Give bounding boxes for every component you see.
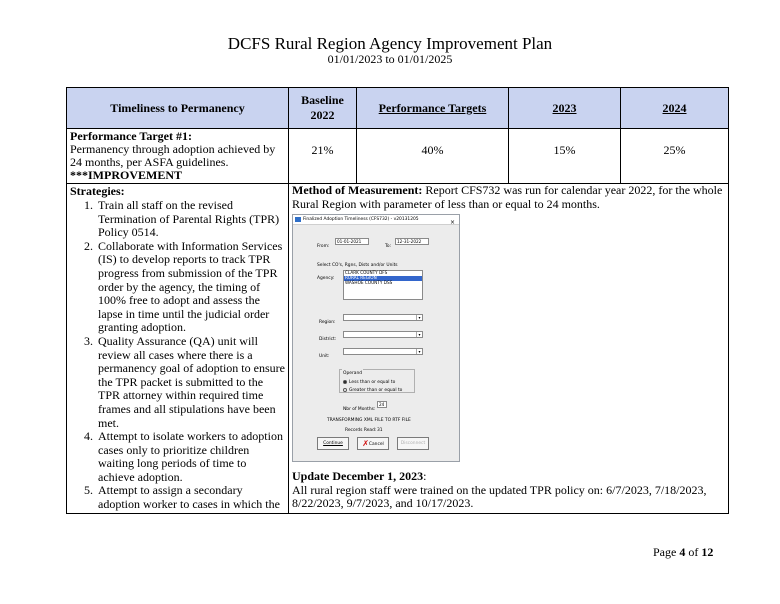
- disabled-button: Disconnect: [397, 437, 429, 450]
- table-header-row: [67, 88, 729, 129]
- strategies-cell: [67, 184, 289, 514]
- measurement-text: Method of Measurement: Report CFS732 was run for calendar year 2022, for the whole Rural Region with parameter of less than or equal to 24 months.: [292, 183, 723, 211]
- select-units-label: Select CO's, Rgns, Dists and/or Units: [317, 263, 398, 269]
- list-item-selected[interactable]: RURAL REGION: [344, 276, 422, 281]
- strategy-item: 1. Train all staff on the revised Termination of Parental Rights (TPR) Policy 0514.: [96, 199, 285, 240]
- strategy-item: 2. Collaborate with Information Services (IS) to develop reports to track TPR progress from submission of the TPR order by the agency, the timing of 100% free to adopt and assess the lapse in time until the judicial order granting adoption.: [96, 240, 285, 335]
- operand-gte-radio[interactable]: Greater than or equal to: [343, 384, 402, 398]
- records-read-value: 31: [377, 428, 383, 434]
- performance-target-description: Permanency through adoption achieved by 24 months, per ASFA guidelines.: [70, 142, 276, 169]
- status-text: TRANSFORMING XML FILE TO RTF FILE: [327, 418, 411, 424]
- measurement-cell: [289, 184, 729, 514]
- unit-label: Unit:: [319, 354, 330, 360]
- operand-label: Operand: [342, 367, 363, 381]
- document-date-range: 01/01/2023 to 01/01/2025: [327, 52, 453, 66]
- update-text: All rural region staff were trained on the updated TPR policy on: 6/7/2023, 7/18/2023, 8/22/2023, 9/7/2023, and 10/17/2023.: [292, 482, 707, 511]
- list-item[interactable]: CLARK COUNTY DFS: [345, 270, 388, 276]
- header-baseline: Baseline 2022: [289, 88, 357, 129]
- chevron-down-icon: ▾: [416, 332, 422, 337]
- app-icon: [295, 217, 301, 222]
- list-item[interactable]: WASHOE COUNTY DSS: [345, 279, 393, 285]
- strategies-heading: Strategies:: [70, 184, 125, 198]
- cancel-x-icon: ✗: [362, 439, 369, 449]
- performance-target-heading: Performance Target #1:: [70, 129, 192, 143]
- from-date-input[interactable]: 01-01-2021: [335, 238, 369, 245]
- header-timeliness: Timeliness to Permanency: [67, 88, 289, 129]
- close-icon[interactable]: ×: [449, 219, 455, 227]
- performance-target-value: 40%: [357, 129, 509, 184]
- agency-listbox[interactable]: [343, 270, 423, 300]
- region-select[interactable]: [343, 314, 423, 321]
- records-read-label: Records Read:: [345, 428, 377, 434]
- months-input[interactable]: 24: [377, 401, 387, 408]
- to-date-input[interactable]: 12-31-2022: [395, 238, 429, 245]
- radio-unchecked-icon: [343, 388, 347, 392]
- page-number: Page 4 of 12: [653, 545, 714, 559]
- chevron-down-icon: ▾: [416, 349, 422, 354]
- update-heading: Update December 1, 2023:: [292, 469, 427, 484]
- dialog-title: Finalized Adoption Timeliness (CFS732) - v20131205: [303, 216, 419, 222]
- strategy-item: 5. Attempt to assign a secondary adoption worker to cases in which the: [96, 484, 285, 511]
- region-label: Region:: [319, 320, 336, 326]
- chevron-down-icon: ▾: [416, 315, 422, 320]
- radio-checked-icon: [343, 380, 347, 384]
- strategies-row: [67, 184, 729, 514]
- header-2024: 2024: [621, 88, 729, 129]
- target-2024-value: 25%: [621, 129, 729, 184]
- header-performance-targets: Performance Targets: [357, 88, 509, 129]
- unit-select[interactable]: [343, 348, 423, 355]
- dialog-titlebar: [293, 215, 459, 225]
- improvement-plan-table: [66, 87, 729, 514]
- months-label: Nbr of Months:: [343, 407, 376, 413]
- baseline-value: 21%: [289, 129, 357, 184]
- district-select[interactable]: [343, 331, 423, 338]
- performance-target-cell: [67, 129, 289, 184]
- operand-group: [339, 369, 415, 393]
- header-2023: 2023: [509, 88, 621, 129]
- performance-target-status: ***IMPROVEMENT: [70, 168, 182, 182]
- performance-target-row: [67, 129, 729, 184]
- strategy-item: 3. Quality Assurance (QA) unit will review all cases where there is a permanency goal of adoption to ensure the TPR packet is submitted to the TPR attorney within required time frames and all stipulations have been met.: [96, 335, 285, 430]
- cancel-button[interactable]: ✗Cancel: [357, 437, 389, 450]
- to-label: To:: [385, 244, 392, 250]
- agency-label: Agency:: [317, 276, 335, 282]
- strategies-list: [70, 199, 285, 512]
- report-dialog-screenshot: [292, 214, 460, 462]
- continue-button[interactable]: Continue: [317, 437, 349, 450]
- strategy-item: 4. Attempt to isolate workers to adoption cases only to prioritize children waiting long periods of time to achieve adoption.: [96, 430, 285, 484]
- document-title: DCFS Rural Region Agency Improvement Plan: [227, 34, 553, 53]
- operand-lte-radio[interactable]: Less than or equal to: [343, 376, 395, 390]
- from-label: From:: [317, 244, 330, 250]
- measurement-heading: Method of Measurement:: [292, 183, 423, 197]
- district-label: District:: [319, 337, 337, 343]
- target-2023-value: 15%: [509, 129, 621, 184]
